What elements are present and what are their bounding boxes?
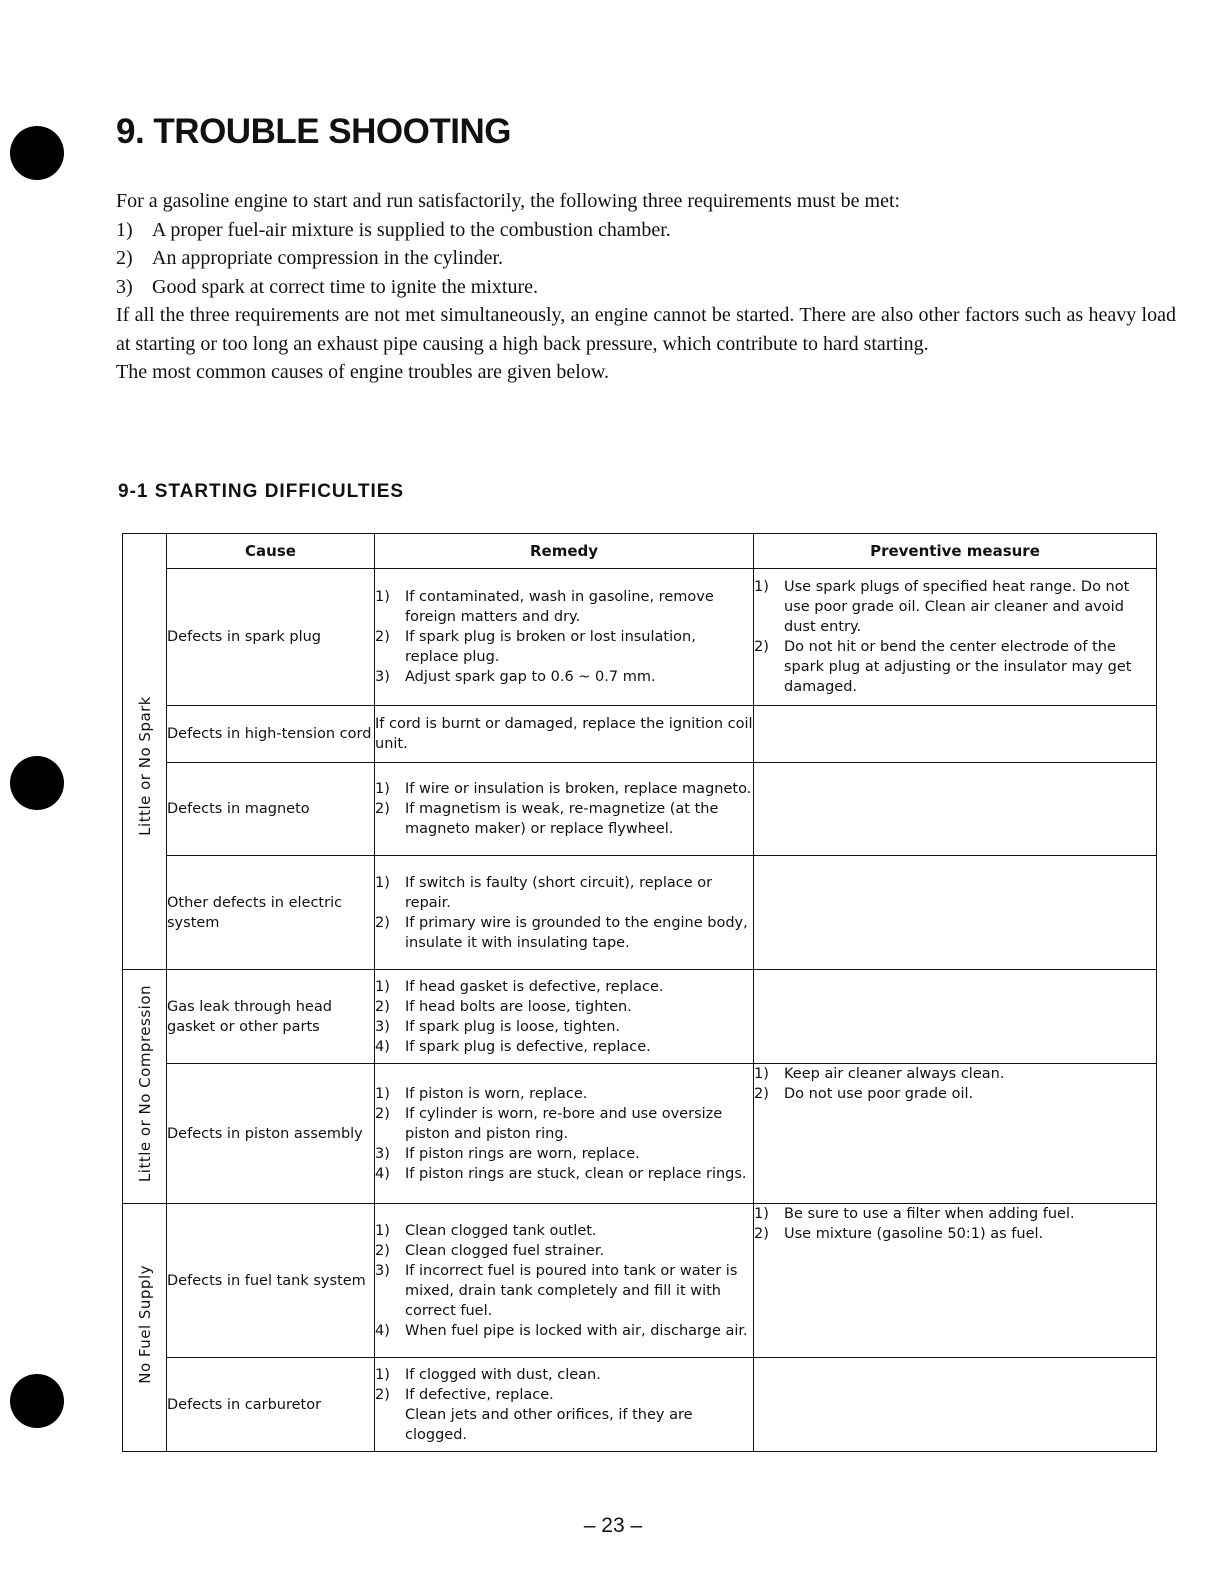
preventive-cell bbox=[754, 1358, 1157, 1452]
table-row bbox=[123, 1204, 1157, 1358]
table-row bbox=[123, 970, 1157, 1064]
list-item: 2) Use mixture (gasoline 50:1) as fuel. bbox=[754, 1226, 1044, 1242]
list-item: 2) Do not use poor grade oil. bbox=[754, 1086, 974, 1102]
list-item: 4) If spark plug is defective, replace. bbox=[375, 1038, 651, 1055]
binder-hole-middle bbox=[10, 756, 64, 810]
cause-cell: Other defects in electric system bbox=[167, 856, 375, 970]
list-item: 2) If magnetism is weak, re-magnetize (at the magneto maker) or replace flywheel. bbox=[375, 801, 719, 837]
list-item: 3) If incorrect fuel is poured into tank or water is mixed, drain tank completely and fill it with correct fuel. bbox=[375, 1262, 738, 1319]
list-item: 3) Adjust spark gap to 0.6 ~ 0.7 mm. bbox=[375, 669, 656, 685]
header-cause: Cause bbox=[167, 534, 375, 569]
preventive-cell bbox=[754, 1204, 1157, 1358]
list-item: 1) Clean clogged tank outlet. bbox=[375, 1222, 597, 1239]
table-row bbox=[123, 856, 1157, 970]
group-label: Little or No Compression bbox=[135, 984, 154, 1183]
list-item: 1) Be sure to use a filter when adding fuel. bbox=[754, 1206, 1075, 1222]
list-item: 2) If spark plug is broken or lost insulation, replace plug. bbox=[375, 629, 696, 665]
cause-cell: Defects in carburetor bbox=[167, 1358, 375, 1452]
remedy-cell bbox=[375, 856, 754, 970]
list-item: 1) If switch is faulty (short circuit), replace or repair. bbox=[375, 874, 713, 911]
remedy-cell bbox=[375, 763, 754, 856]
cause-cell: Defects in high-tension cord bbox=[167, 706, 375, 763]
list-item: 1) Use spark plugs of specified heat range. Do not use poor grade oil. Clean air cleaner and avoid dust entry. bbox=[754, 579, 1130, 635]
list-item: 2) Clean clogged fuel strainer. bbox=[375, 1242, 605, 1259]
list-item: 3) If piston rings are worn, replace. bbox=[375, 1145, 640, 1162]
group-cell bbox=[123, 1204, 167, 1452]
trouble-table bbox=[122, 533, 1157, 1452]
list-item: 1) If clogged with dust, clean. bbox=[375, 1366, 601, 1383]
preventive-cell bbox=[754, 763, 1157, 856]
cause-cell: Gas leak through head gasket or other parts bbox=[167, 970, 375, 1064]
list-item: 1) If wire or insulation is broken, replace magneto. bbox=[375, 781, 752, 797]
cause-cell: Defects in fuel tank system bbox=[167, 1204, 375, 1358]
list-item: 4) If piston rings are stuck, clean or replace rings. bbox=[375, 1165, 747, 1182]
list-item: 2) If cylinder is worn, re-bore and use oversize piston and piston ring. bbox=[375, 1105, 723, 1142]
list-item: 1) Keep air cleaner always clean. bbox=[754, 1066, 1005, 1082]
binder-hole-top bbox=[10, 126, 64, 180]
remedy-cell bbox=[375, 1358, 754, 1452]
table-row bbox=[123, 1358, 1157, 1452]
cause-cell: Defects in magneto bbox=[167, 763, 375, 856]
intro-text bbox=[116, 187, 1176, 387]
remedy-cell bbox=[375, 569, 754, 706]
preventive-cell bbox=[754, 856, 1157, 970]
table-header-row bbox=[123, 534, 1157, 569]
header-preventive: Preventive measure bbox=[754, 534, 1157, 569]
requirement-item: 1) A proper fuel-air mixture is supplied to the combustion chamber. bbox=[116, 218, 671, 241]
remedy-cell bbox=[375, 970, 754, 1064]
remedy-cell: If cord is burnt or damaged, replace the ignition coil unit. bbox=[375, 706, 754, 763]
list-item: 2) Do not hit or bend the center electrode of the spark plug at adjusting or the insulator may get damaged. bbox=[754, 639, 1132, 695]
remedy-note: Clean jets and other orifices, if they are clogged. bbox=[405, 1406, 693, 1443]
intro-closing: The most common causes of engine troubles are given below. bbox=[116, 361, 610, 383]
group-cell bbox=[123, 970, 167, 1204]
preventive-cell bbox=[754, 1064, 1157, 1204]
list-item: 4) When fuel pipe is locked with air, discharge air. bbox=[375, 1322, 748, 1339]
list-item: 1) If head gasket is defective, replace. bbox=[375, 978, 664, 995]
list-item: 2) If defective, replace. bbox=[375, 1386, 554, 1403]
table-row bbox=[123, 569, 1157, 706]
remedy-cell bbox=[375, 1064, 754, 1204]
group-cell bbox=[123, 569, 167, 970]
group-label: Little or No Spark bbox=[135, 695, 154, 836]
table-row bbox=[123, 706, 1157, 763]
list-item: 1) If piston is worn, replace. bbox=[375, 1085, 588, 1102]
requirement-item: 3) Good spark at correct time to ignite the mixture. bbox=[116, 275, 538, 298]
preventive-cell bbox=[754, 706, 1157, 763]
list-item: 1) If contaminated, wash in gasoline, remove foreign matters and dry. bbox=[375, 589, 714, 625]
remedy-cell bbox=[375, 1204, 754, 1358]
section-title: 9-1 STARTING DIFFICULTIES bbox=[118, 481, 405, 502]
table-row bbox=[123, 1064, 1157, 1204]
intro-paragraph: If all the three requirements are not met simultaneously, an engine cannot be started. There are also other factors such as heavy load at starting or too long an exhaust pipe causing a high back pressure, which contribute to hard starting. bbox=[116, 304, 1176, 355]
table-row bbox=[123, 763, 1157, 856]
group-label: No Fuel Supply bbox=[135, 1265, 154, 1384]
cause-cell: Defects in piston assembly bbox=[167, 1064, 375, 1204]
requirement-item: 2) An appropriate compression in the cylinder. bbox=[116, 247, 504, 269]
preventive-cell bbox=[754, 569, 1157, 706]
cause-cell: Defects in spark plug bbox=[167, 569, 375, 706]
intro-lead: For a gasoline engine to start and run satisfactorily, the following three requirements must be met: bbox=[116, 190, 901, 212]
header-remedy: Remedy bbox=[375, 534, 754, 569]
list-item: 2) If head bolts are loose, tighten. bbox=[375, 998, 632, 1015]
page-heading: 9. TROUBLE SHOOTING bbox=[116, 112, 511, 151]
binder-hole-bottom bbox=[10, 1374, 64, 1428]
list-item: 2) If primary wire is grounded to the engine body, insulate it with insulating tape. bbox=[375, 914, 748, 951]
preventive-cell bbox=[754, 970, 1157, 1064]
page-number: – 23 – bbox=[583, 1514, 643, 1537]
list-item: 3) If spark plug is loose, tighten. bbox=[375, 1018, 621, 1035]
